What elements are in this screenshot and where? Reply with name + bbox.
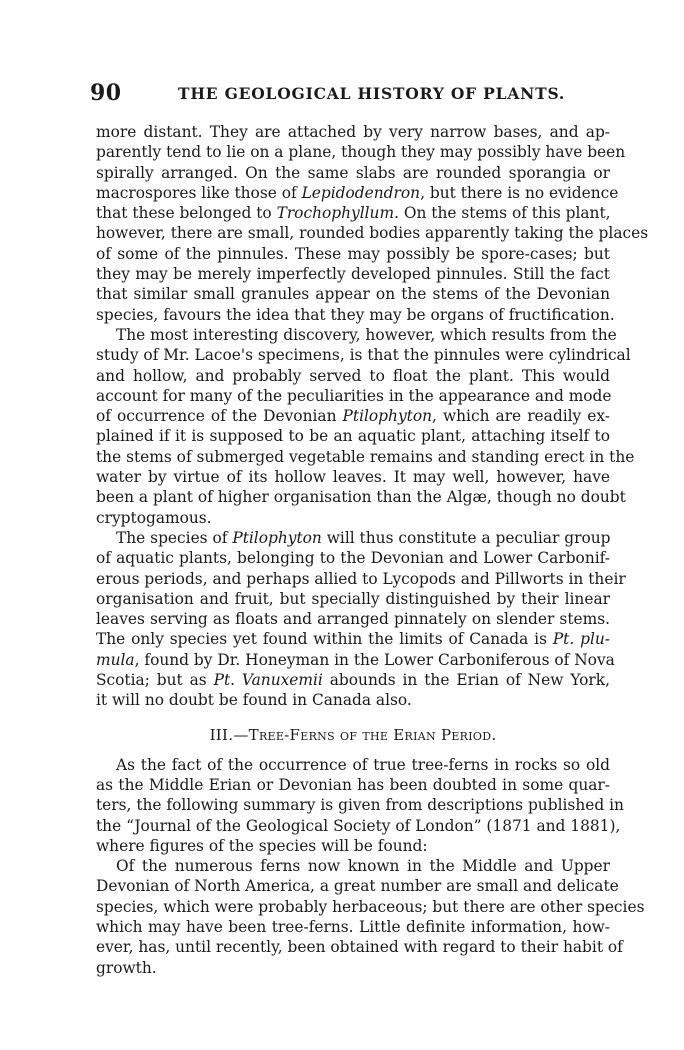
paragraph-4 — [96, 755, 624, 856]
italic-term: Ptilophyton — [232, 528, 322, 547]
text-line: leaves serving as floats and arranged pinnately on slender stems. — [96, 610, 610, 629]
paragraph-2 — [96, 325, 635, 528]
text-line: of occurrence of the Devonian Ptilophyton, which are readily ex- — [96, 407, 610, 426]
text-line: of aquatic plants, belonging to the Devonian and Lower Carbonif- — [96, 549, 610, 568]
paragraph-1 — [96, 122, 649, 325]
text-line: water by virtue of its hollow leaves. It may well, however, have — [96, 468, 610, 487]
book-page — [90, 80, 649, 978]
section-dash: — — [233, 725, 249, 744]
text-line: cryptogamous. — [96, 508, 212, 527]
text-line: Devonian of North America, a great number are small and delicate — [96, 877, 619, 896]
text-line: mula, found by Dr. Honeyman in the Lower Carboniferous of Nova — [96, 650, 615, 669]
text-line: The species of Ptilophyton will thus constitute a peculiar group — [116, 528, 611, 547]
text-line: As the fact of the occurrence of true tree-ferns in rocks so old — [116, 755, 610, 774]
text-line: ters, the following summary is given from descriptions published in — [96, 796, 624, 815]
text-line: they may be merely imperfectly developed pinnules. Still the fact — [96, 265, 610, 284]
section-numeral: III. — [209, 725, 234, 744]
text-line: species, which were probably herbaceous; but there are other species — [96, 897, 645, 916]
italic-term: mula — [96, 650, 135, 669]
text-line: the “Journal of the Geological Society of London” (1871 and 1881), — [96, 816, 621, 835]
text-line: ever, has, until recently, been obtained with regard to their habit of — [96, 938, 623, 957]
text-line: Of the numerous ferns now known in the Middle and Upper — [116, 857, 610, 876]
text-line: parently tend to lie on a plane, though they may possibly have been — [96, 143, 626, 162]
text-line: been a plant of higher organisation than the Algæ, though no doubt — [96, 488, 626, 507]
text-line: of some of the pinnules. These may possibly be spore-cases; but — [96, 244, 610, 263]
paragraph-3 — [96, 528, 626, 711]
italic-term: Trochophyllum — [276, 204, 395, 223]
text-line: organisation and fruit, but specially distinguished by their linear — [96, 589, 610, 608]
italic-term: Ptilophyton — [342, 407, 433, 426]
text-line: Scotia; but as Pt. Vanuxemii abounds in the Erian of New York, — [96, 671, 610, 690]
text-line: The only species yet found within the limits of Canada is Pt. plu- — [96, 630, 610, 649]
text-line: which may have been tree-ferns. Little definite information, how- — [96, 917, 610, 936]
page-number: 90 — [90, 80, 122, 106]
text-line: plained if it is supposed to be an aquatic plant, attaching itself to — [96, 427, 610, 446]
text-line: The most interesting discovery, however, which results from the — [116, 325, 617, 344]
section-title: Tree-Ferns of the Erian Period. — [248, 725, 497, 744]
text-line: species, favours the idea that they may be organs of fructification. — [96, 305, 615, 324]
running-title: THE GEOLOGICAL HISTORY OF PLANTS. — [178, 84, 566, 103]
text-line: macrospores like those of Lepidodendron, but there is no evidence — [96, 183, 619, 202]
text-line: it will no doubt be found in Canada also. — [96, 691, 412, 710]
text-line: erous periods, and perhaps allied to Lycopods and Pillworts in their — [96, 569, 626, 588]
text-line: that similar small granules appear on the stems of the Devonian — [96, 285, 610, 304]
text-line: as the Middle Erian or Devonian has been doubted in some quar- — [96, 775, 610, 794]
text-line: where figures of the species will be found: — [96, 836, 428, 855]
running-head — [90, 80, 610, 110]
text-line: account for many of the peculiarities in the appearance and mode — [96, 386, 612, 405]
italic-term: Lepidodendron — [301, 183, 421, 202]
text-line: that these belonged to Trochophyllum. On the stems of this plant, — [96, 204, 611, 223]
text-line: study of Mr. Lacoe's specimens, is that the pinnules were cylindrical — [96, 346, 631, 365]
section-heading — [96, 725, 610, 745]
text-line: more distant. They are attached by very narrow bases, and ap- — [96, 123, 610, 141]
text-line: however, there are small, rounded bodies apparently taking the places — [96, 224, 649, 243]
paragraph-5 — [96, 856, 645, 978]
text-line: spirally arranged. On the same slabs are rounded sporangia or — [96, 163, 610, 182]
italic-term: Pt. plu- — [552, 630, 610, 649]
text-line: the stems of submerged vegetable remains and standing erect in the — [96, 447, 635, 466]
text-line: growth. — [96, 958, 157, 977]
text-line: and hollow, and probably served to float the plant. This would — [96, 366, 610, 385]
italic-term: Pt. Vanuxemii — [213, 671, 323, 690]
